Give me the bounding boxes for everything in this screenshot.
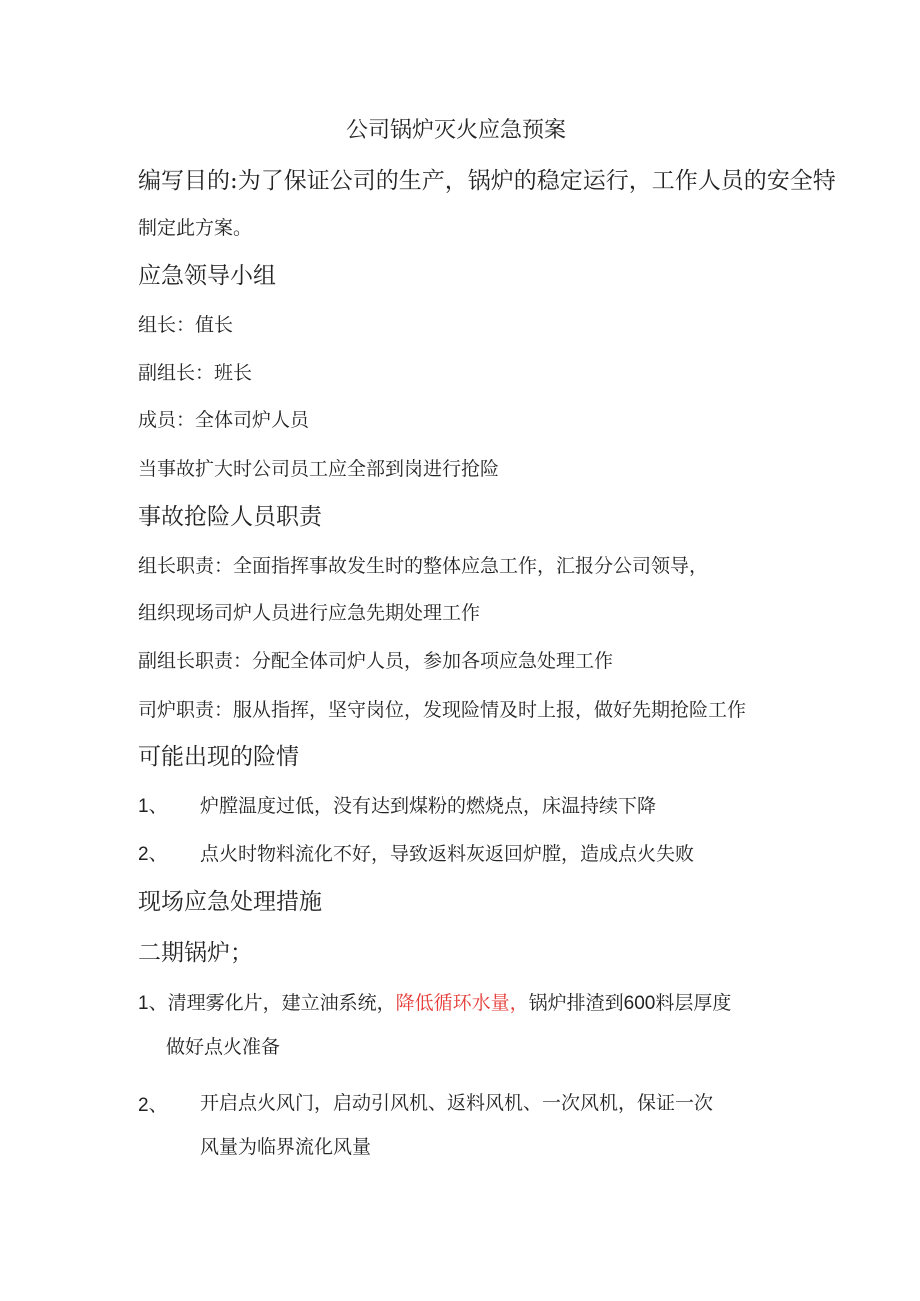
measure-2-line-2: 风量为临界流化风量 [200,1136,372,1158]
measure-1-line-2: 做好点火准备 [166,1036,281,1058]
duty-operator-line: 司炉职责：服从指挥，坚守岗位，发现险情及时上报，做好先期抢险工作 [138,699,747,721]
deputy-leader-line: 副组长：班长 [138,362,253,384]
section-heading-risks: 可能出现的险情 [138,744,299,770]
subsection-phase2-boiler: 二期锅炉； [138,940,253,966]
measure-1-part3: 料层厚度 [655,992,732,1014]
risk-2-number: 2、 [138,844,168,865]
section-heading-duties: 事故抢险人员职责 [138,504,322,530]
duty-deputy-line: 副组长职责：分配全体司炉人员，参加各项应急处理工作 [138,650,614,672]
measure-2-number: 2、 [138,1095,168,1116]
purpose-line-1: 编写目的:为了保证公司的生产，锅炉的稳定运行，工作人员的安全特 [138,168,836,194]
measure-1-number-600: 600 [623,993,656,1014]
duty-leader-line-2: 组织现场司炉人员进行应急先期处理工作 [138,602,481,624]
measure-1-part1: 清理雾化片，建立油系统， [167,992,396,1014]
risk-1-text: 炉膛温度过低，没有达到煤粉的燃烧点，床温持续下降 [200,795,657,817]
section-heading-leadership: 应急领导小组 [138,263,276,289]
measure-1-number: 1、 [138,993,168,1014]
leader-line: 组长：值长 [138,314,234,336]
measure-1-part2: 锅炉排渣到 [528,992,624,1014]
risk-2-text: 点火时物料流化不好，导致返料灰返回炉膛，造成点火失败 [200,843,695,865]
risk-1-number: 1、 [138,796,168,817]
members-line: 成员：全体司炉人员 [138,409,310,431]
section-heading-measures: 现场应急处理措施 [138,889,322,915]
measure-1-highlight: 降低循环水量， [395,992,529,1014]
escalation-line: 当事故扩大时公司员工应全部到岗进行抢险 [138,458,500,480]
duty-leader-line-1: 组长职责：全面指挥事故发生时的整体应急工作，汇报分公司领导， [138,555,709,577]
purpose-line-2: 制定此方案。 [138,217,253,239]
document-title: 公司锅炉灭火应急预案 [346,118,567,143]
measure-2-line-1: 开启点火风门，启动引风机、返料风机、一次风机，保证一次 [200,1092,714,1114]
measure-1-line-1 [138,994,731,1013]
